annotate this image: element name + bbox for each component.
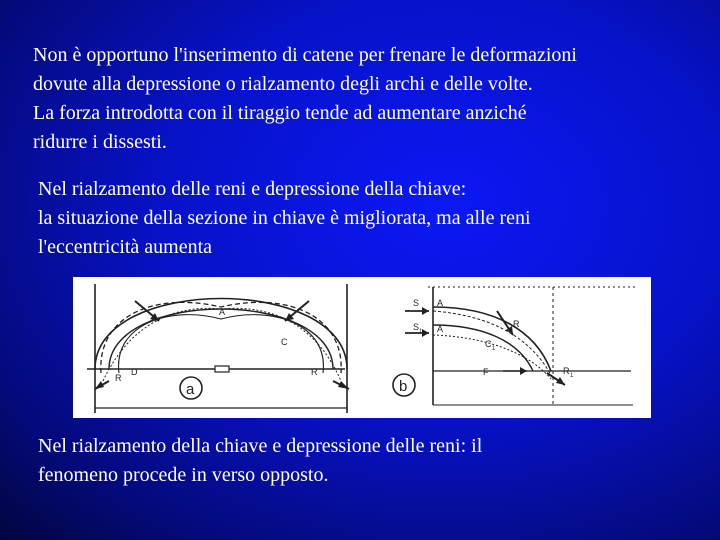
label-a1: A bbox=[437, 324, 444, 334]
arrowhead bbox=[422, 329, 429, 337]
half-arch-intrados bbox=[433, 325, 533, 371]
label-c1-sub: 1 bbox=[492, 346, 496, 352]
label-r: R bbox=[513, 319, 520, 329]
paragraph-chains bbox=[33, 41, 577, 157]
arrowhead bbox=[422, 307, 429, 315]
arch-diagram bbox=[73, 277, 651, 418]
original-arch-intrados bbox=[109, 309, 333, 369]
arrowhead bbox=[556, 377, 565, 385]
panel-a-label: a bbox=[186, 381, 195, 398]
text-line: Non è opportuno l'inserimento di catene per frenare le deformazioni bbox=[33, 44, 577, 66]
label-f: F bbox=[483, 367, 489, 377]
text-line: la situazione della sezione in chiave è migliorata, ma alle reni bbox=[38, 207, 531, 229]
label-r1: R bbox=[563, 366, 570, 376]
text-line: dovute alla depressione o rialzamento degli archi e delle volte. bbox=[33, 73, 533, 95]
label-s1: S bbox=[413, 322, 420, 332]
text-line: fenomeno procede in verso opposto. bbox=[38, 464, 329, 486]
panel-b-label: b bbox=[399, 378, 408, 395]
turnbuckle bbox=[215, 366, 229, 372]
paragraph-crown-rise bbox=[38, 432, 482, 490]
label-a: A bbox=[437, 298, 444, 308]
label-r1-sub: 1 bbox=[570, 373, 574, 379]
label-d: D bbox=[131, 367, 138, 377]
label-r-left: R bbox=[115, 373, 122, 383]
text-line: ridurre i dissesti. bbox=[33, 131, 167, 153]
label-c1: C bbox=[485, 339, 492, 349]
label-r-right: R bbox=[311, 367, 318, 377]
label-s: S bbox=[413, 298, 420, 308]
label-a-crown: A bbox=[219, 307, 226, 317]
arrowhead bbox=[520, 367, 527, 375]
text-line: Nel rialzamento della chiave e depressione delle reni: il bbox=[38, 435, 483, 457]
half-arch-extrados bbox=[433, 307, 551, 371]
arrowhead bbox=[95, 381, 104, 389]
paragraph-haunch-rise bbox=[38, 175, 531, 262]
label-s1-sub: 1 bbox=[419, 329, 423, 335]
arch-deformation-figure bbox=[73, 277, 651, 418]
deformed-arch-intrados bbox=[119, 315, 324, 373]
label-c: C bbox=[281, 337, 288, 347]
text-line: La forza introdotta con il tiraggio tende ad aumentare anziché bbox=[33, 102, 527, 124]
text-line: l'eccentricità aumenta bbox=[38, 236, 213, 258]
panel-a bbox=[87, 284, 349, 413]
text-line: Nel rialzamento delle reni e depressione della chiave: bbox=[38, 178, 467, 200]
panel-b bbox=[393, 287, 635, 405]
